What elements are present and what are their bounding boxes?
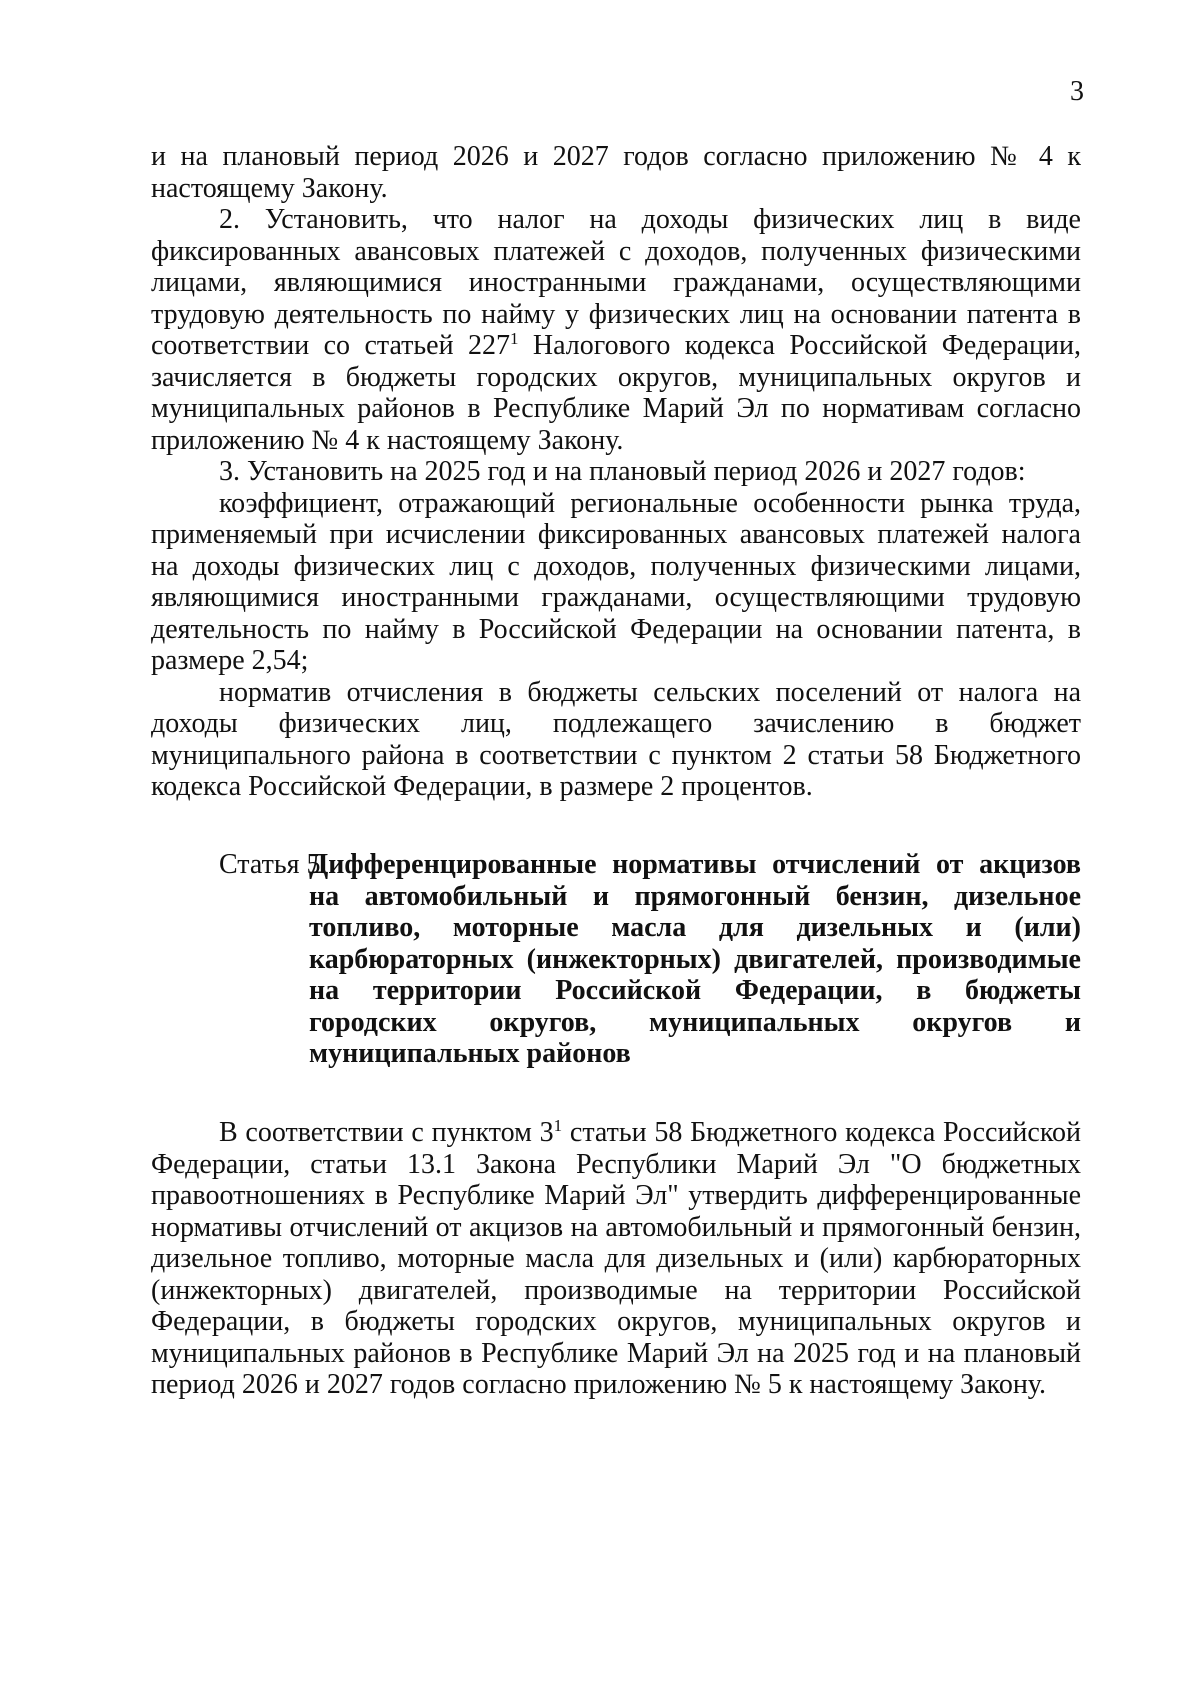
- paragraph-article5-body: [151, 1117, 1081, 1401]
- article-gap: [285, 849, 309, 1070]
- paragraph-article5-tail: статьи 58 Бюджетного кодекса Российской Федерации, статьи 13.1 Закона Республики Марий Эл "О бюджетных правоотношениях в Республике Марий Эл" утвердить дифференцированные нормативы отчислений от акцизов на автомобильный и прямогонный бензин, дизельное топливо, моторные масла для дизельных и (или) карбюраторных (инжекторных) двигателей, производимые на территории Российской Федерации, в бюджеты городских округов, муниципальных округов и муниципальных районов в Республике Марий Эл на 2025 год и на плановый период 2026 и 2027 годов согласно приложению № 5 к настоящему Закону.: [151, 1117, 1082, 1400]
- page-number: 3: [1070, 76, 1084, 107]
- paragraph-item-2: [151, 204, 1081, 456]
- law-text-bottom: [151, 1117, 1081, 1401]
- paragraph-continuation: и на плановый период 2026 и 2027 годов согласно приложению № 4 к настоящему Закону.: [151, 141, 1081, 204]
- article-title: Дифференцированные нормативы отчислений от акцизов на автомобильный и прямогонный бензин, дизельное топливо, моторные масла для дизельных и (или) карбюраторных (инжекторных) двигателей, производимые на территории Российской Федерации, в бюджеты городских округов, муниципальных округов и муниципальных районов: [309, 849, 1081, 1069]
- article-label: Статья 5.: [219, 849, 328, 880]
- article-heading: [151, 849, 1081, 1070]
- paragraph-article5-lead: В соответствии с пунктом 3: [219, 1117, 554, 1148]
- paragraph-item-2-tail: Налогового кодекса Российской Федерации, зачисляется в бюджеты городских округов, муниципальных округов и муниципальных районов в Республике Марий Эл по нормативам согласно приложению № 4 к настоящему Закону.: [151, 330, 1081, 456]
- paragraph-coefficient: коэффициент, отражающий региональные особенности рынка труда, применяемый при исчислении фиксированных авансовых платежей налога на доходы физических лиц с доходов, полученных физическими лицами, являющимися иностранными гражданами, осуществляющими трудовую деятельность по найму в Российской Федерации на основании патента, в размере 2,54;: [151, 487, 1081, 676]
- superscript: 1: [553, 1116, 563, 1135]
- paragraph-item-3: 3. Установить на 2025 год и на плановый период 2026 и 2027 годов:: [219, 456, 1026, 487]
- paragraph-normative: норматив отчисления в бюджеты сельских поселений от налога на доходы физических лиц, подлежащего зачислению в бюджет муниципального района в соответствии с пунктом 2 статьи 58 Бюджетного кодекса Российской Федерации, в размере 2 процентов.: [151, 676, 1081, 802]
- superscript: 1: [510, 329, 519, 348]
- paragraph-item-2-text: 2. Установить, что налог на доходы физических лиц в виде фиксированных авансовых платежей с доходов, полученных физическими лицами, являющимися иностранными гражданами, осуществляющими трудовую деятельность по найму у физических лиц на основании патента в соответствии со статьей 227: [151, 204, 1081, 361]
- law-text-top: [151, 141, 1081, 803]
